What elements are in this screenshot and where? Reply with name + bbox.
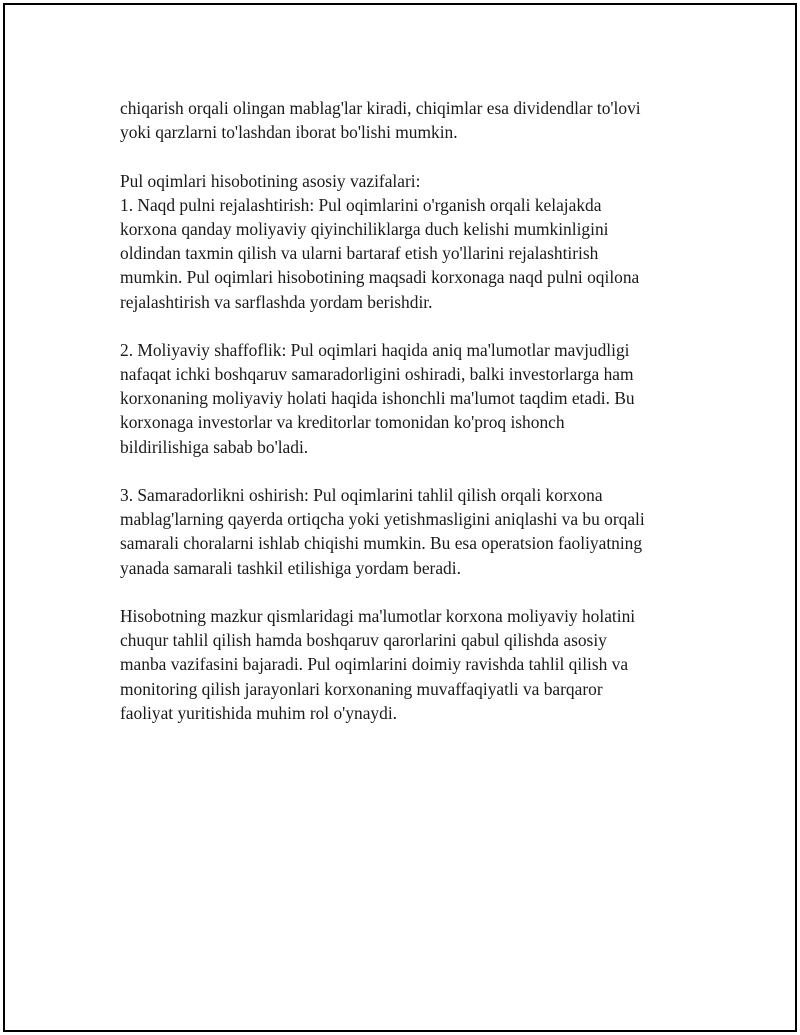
paragraph-financial-transparency [120, 338, 690, 459]
text-line: korxonaning moliyaviy holati haqida ishonchli ma'lumot taqdim etadi. Bu [120, 388, 635, 409]
paragraph-gap [120, 314, 690, 338]
document-page [3, 3, 797, 1032]
text-line: chiqarish orqali olingan mablag'lar kiradi, chiqimlar esa dividendlar to'lovi [120, 98, 641, 118]
text-line: 2. Moliyaviy shaffoflik: Pul oqimlari haqida aniq ma'lumotlar mavjudligi [120, 339, 630, 360]
text-line: monitoring qilish jarayonlari korxonaning muvaffaqiyatli va barqaror [120, 678, 603, 699]
paragraph-gap [120, 144, 690, 168]
paragraph-conclusion [120, 604, 690, 725]
text-line: mumkin. Pul oqimlari hisobotining maqsadi korxonaga naqd pulni oqilona [120, 267, 640, 288]
text-line: chuqur tahlil qilish hamda boshqaruv qarorlarini qabul qilishda asosiy [120, 630, 607, 651]
text-line: Hisobotning mazkur qismlaridagi ma'lumotlar korxona moliyaviy holatini [120, 605, 636, 626]
text-line: 1. Naqd pulni rejalashtirish: Pul oqimlarini o'rganish orqali kelajakda [120, 194, 602, 215]
paragraph-tasks-cash-planning [120, 169, 690, 314]
text-line: yanada samarali tashkil etilishiga yordam beradi. [120, 557, 461, 578]
text-line: 3. Samaradorlikni oshirish: Pul oqimlarini tahlil qilish orqali korxona [120, 485, 603, 505]
paragraph-gap [120, 580, 690, 604]
section-heading: Pul oqimlari hisobotining asosiy vazifalari: [120, 170, 421, 191]
paragraph-intro-continuation [120, 96, 690, 144]
document-body [120, 96, 690, 725]
text-line: oldindan taxmin qilish va ularni bartaraf etish yo'llarini rejalashtirish [120, 243, 599, 264]
paragraph-gap [120, 459, 690, 483]
text-line: samarali choralarni ishlab chiqishi mumkin. Bu esa operatsion faoliyatning [120, 533, 643, 554]
paragraph-efficiency [120, 483, 690, 580]
text-line: yoki qarzlarni to'lashdan iborat bo'lishi mumkin. [120, 122, 458, 143]
text-line: nafaqat ichki boshqaruv samaradorligini oshiradi, balki investorlarga ham [120, 364, 634, 385]
text-line: bildirilishiga sabab bo'ladi. [120, 436, 309, 457]
text-line: rejalashtirish va sarflashda yordam berishdir. [120, 291, 433, 312]
text-line: manba vazifasini bajaradi. Pul oqimlarini doimiy ravishda tahlil qilish va [120, 654, 629, 675]
text-line: mablag'larning qayerda ortiqcha yoki yetishmasligini aniqlashi va bu orqali [120, 509, 645, 530]
text-line: korxonaga investorlar va kreditorlar tomonidan ko'proq ishonch [120, 412, 565, 433]
text-line: korxona qanday moliyaviy qiyinchiliklarga duch kelishi mumkinligini [120, 218, 609, 239]
text-line: faoliyat yuritishida muhim rol o'ynaydi. [120, 702, 397, 723]
